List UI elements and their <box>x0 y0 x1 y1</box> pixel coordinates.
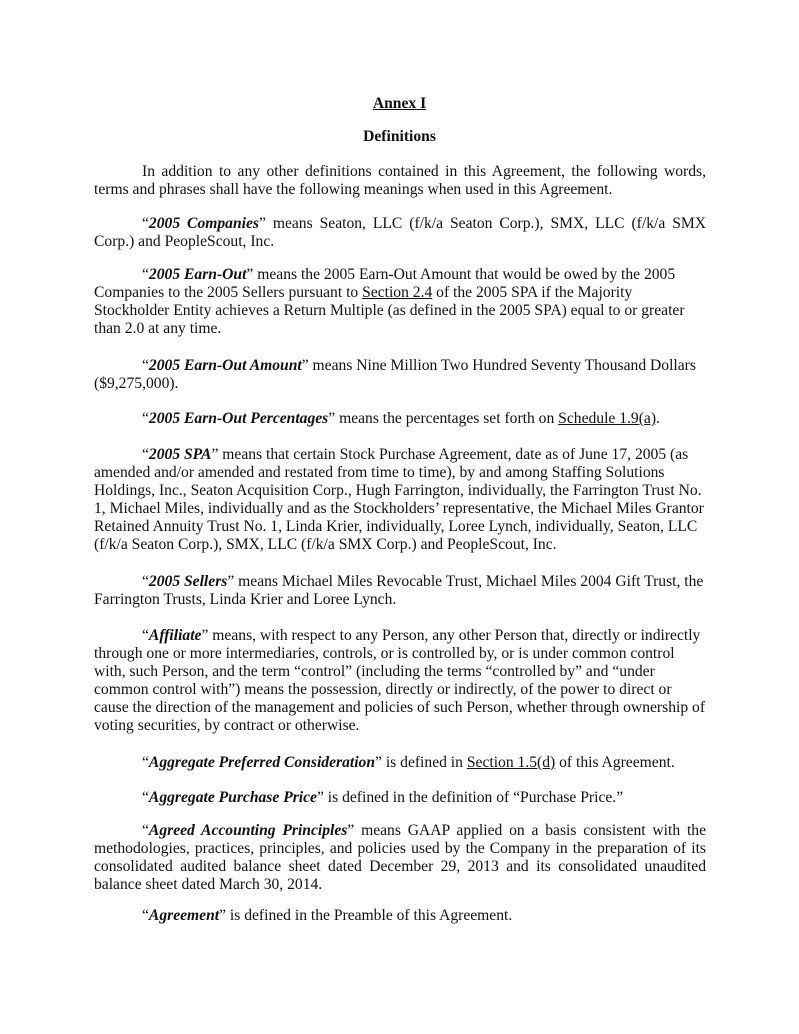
definition-text: ” is defined in the Preamble of this Agreement. <box>219 907 513 924</box>
defined-term: Affiliate <box>148 627 202 644</box>
definition-text: ” means that certain Stock Purchase Agreement, date as of June 17, 2005 (as amended and/or amended and restated from time to time), by and among Staffing Solutions Holdings, Inc., Seaton Acquisition Corp., Hugh Farrington, individually, the Farrington Trust No. 1, Michael Miles, individually and as the Stockholders’ representative, the Michael Miles Grantor Retained Annuity Trust No. 1, Linda Krier, individually, Loree Lynch, individually, Seaton, LLC (f/k/a Seaton Corp.), SMX, LLC (f/k/a SMX Corp.) and PeopleScout, Inc. <box>94 446 704 553</box>
definition-text: of the 2005 SPA if the Majority Stockholder Entity achieves a Return Multiple (as defined in the 2005 SPA) equal to or greater than 2.0 at any time. <box>94 284 685 337</box>
definition-text: ” means Nine Million Two Hundred Seventy Thousand Dollars ($9,275,000). <box>94 357 696 392</box>
section-title: Definitions <box>363 128 436 145</box>
definition-text: . <box>656 410 660 427</box>
definition-text: ” means GAAP applied on a basis consistent with the methodologies, practices, principles, and policies used by the Company in the preparation of its consolidated audited balance sheet dated December 29, 2013 and its consolidated unaudited balance sheet dated March 30, 2014. <box>94 822 706 893</box>
intro-paragraph: In addition to any other definitions contained in this Agreement, the following words, terms and phrases shall have the following meanings when used in this Agreement. <box>94 163 706 198</box>
annex-title: Annex I <box>372 95 427 112</box>
definition-text: ” means Seaton, LLC (f/k/a Seaton Corp.), SMX, LLC (f/k/a SMX Corp.) and PeopleScout, Inc. <box>94 215 706 250</box>
definition-text: ” means the percentages set forth on <box>328 410 559 427</box>
defined-term: Aggregate Preferred Consideration <box>148 754 376 771</box>
definition-paragraph: “Aggregate Purchase Price” is defined in the definition of “Purchase Price.” <box>142 789 624 806</box>
defined-term: 2005 Sellers <box>148 573 228 590</box>
definition-paragraph: “Affiliate” means, with respect to any Person, any other Person that, directly or indirectly through one or more intermediaries, controls, or is controlled by, or is under common control with, such Person, and the term “control” (including the terms “controlled by” and “under common control with”) means the possession, directly or indirectly, of the power to direct or cause the direction of the management and policies of such Person, whether through ownership of voting securities, by contract or otherwise. <box>94 627 706 734</box>
defined-term: 2005 Companies <box>148 215 259 232</box>
definition-text: ” is defined in <box>375 754 467 771</box>
defined-term: Agreed Accounting Principles <box>148 822 348 839</box>
defined-term: 2005 Earn-Out Amount <box>148 357 302 374</box>
defined-term: 2005 SPA <box>148 446 212 463</box>
definition-text: ” means, with respect to any Person, any other Person that, directly or indirectly through one or more intermediaries, controls, or is controlled by, or is under common control with, such Person, and the term “control” (including the terms “controlled by” and “under common control with”) means the possession, directly or indirectly, of the power to direct or cause the direction of the management and policies of such Person, whether through ownership of voting securities, by contract or otherwise. <box>94 627 706 734</box>
definition-paragraph: “2005 Sellers” means Michael Miles Revocable Trust, Michael Miles 2004 Gift Trust, the Farrington Trusts, Linda Krier and Loree Lynch. <box>94 573 704 608</box>
defined-term: Agreement <box>148 907 220 924</box>
definition-paragraph: “Aggregate Preferred Consideration” is defined in Section 1.5(d) of this Agreement. <box>142 754 675 771</box>
definition-paragraph: “Agreement” is defined in the Preamble of this Agreement. <box>142 907 513 924</box>
definition-text: of this Agreement. <box>555 754 675 771</box>
definition-text: ” is defined in the definition of “Purchase Price.” <box>316 789 624 806</box>
defined-term: 2005 Earn-Out <box>148 266 247 283</box>
defined-term: 2005 Earn-Out Percentages <box>148 410 329 427</box>
definition-paragraph: “2005 Earn-Out Amount” means Nine Million Two Hundred Seventy Thousand Dollars ($9,275,000). <box>94 357 696 392</box>
definition-paragraph: “2005 Companies” means Seaton, LLC (f/k/a Seaton Corp.), SMX, LLC (f/k/a SMX Corp.) and PeopleScout, Inc. <box>94 215 706 250</box>
definition-paragraph: “2005 SPA” means that certain Stock Purchase Agreement, date as of June 17, 2005 (as amended and/or amended and restated from time to time), by and among Staffing Solutions Holdings, Inc., Seaton Acquisition Corp., Hugh Farrington, individually, the Farrington Trust No. 1, Michael Miles, individually and as the Stockholders’ representative, the Michael Miles Grantor Retained Annuity Trust No. 1, Linda Krier, individually, Loree Lynch, individually, Seaton, LLC (f/k/a Seaton Corp.), SMX, LLC (f/k/a SMX Corp.) and PeopleScout, Inc. <box>94 446 704 553</box>
defined-term: Aggregate Purchase Price <box>148 789 317 806</box>
schedule-reference-link[interactable]: Schedule 1.9(a) <box>558 410 657 427</box>
definition-paragraph: “Agreed Accounting Principles” means GAAP applied on a basis consistent with the methodologies, practices, principles, and policies used by the Company in the preparation of its consolidated audited balance sheet dated December 29, 2013 and its consolidated unaudited balance sheet dated March 30, 2014. <box>94 822 706 893</box>
definition-text: ” means Michael Miles Revocable Trust, Michael Miles 2004 Gift Trust, the Farrington Trusts, Linda Krier and Loree Lynch. <box>94 573 704 608</box>
definition-paragraph: “2005 Earn-Out Percentages” means the percentages set forth on Schedule 1.9(a). <box>142 410 660 427</box>
definition-text: ” means the 2005 Earn-Out Amount that would be owed by the 2005 Companies to the 2005 Sellers pursuant to <box>94 266 676 301</box>
section-reference-link[interactable]: Section 1.5(d) <box>466 754 556 771</box>
definition-paragraph: “2005 Earn-Out” means the 2005 Earn-Out Amount that would be owed by the 2005 Companies to the 2005 Sellers pursuant to Section 2.4 of the 2005 SPA if the Majority Stockholder Entity achieves a Return Multiple (as defined in the 2005 SPA) equal to or greater than 2.0 at any time. <box>94 266 685 337</box>
section-reference-link[interactable]: Section 2.4 <box>362 284 433 301</box>
